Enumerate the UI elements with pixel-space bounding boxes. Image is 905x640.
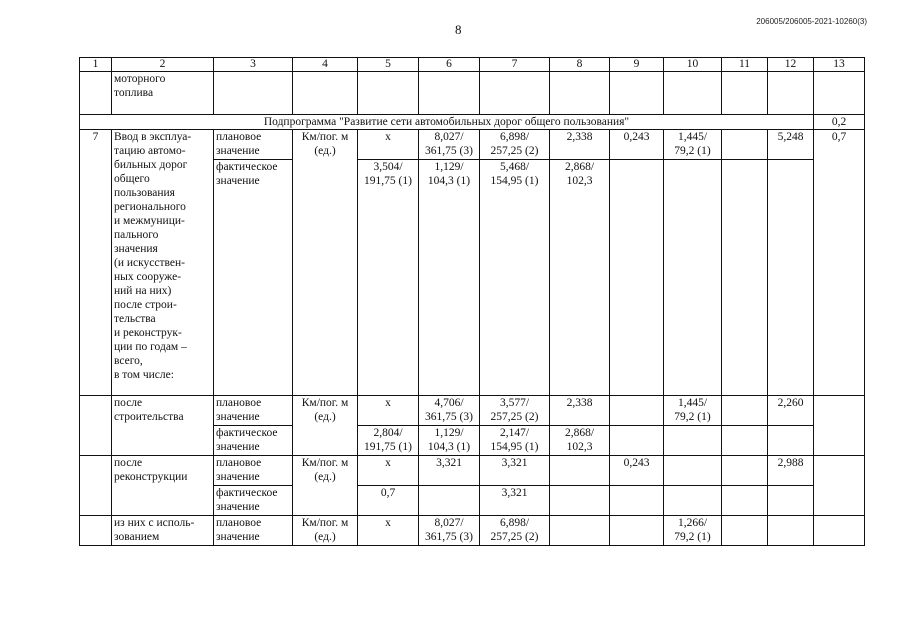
unit-cell: Км/пог. м (ед.) [293,396,358,456]
fact-label: фактическое значение [214,160,293,396]
weight-cell: 0,2 [814,115,865,130]
table-row [80,396,865,426]
value-cell [550,456,610,486]
value-cell: 5,468/ 154,95 (1) [480,160,550,396]
table-row [80,130,865,160]
value-cell [610,516,664,546]
value-cell: 0,243 [610,130,664,160]
subprogram-title: Подпрограмма "Развитие сети автомобильных дорог общего пользования" [80,115,814,130]
value-cell: 2,338 [550,396,610,426]
value-cell: 5,248 [768,130,814,160]
fact-label: фактическое значение [214,426,293,456]
value-cell: 4,706/ 361,75 (3) [419,396,480,426]
header-cell: 9 [610,58,664,72]
fact-label: фактическое значение [214,486,293,516]
value-cell: 1,129/ 104,3 (1) [419,426,480,456]
header-cell: 3 [214,58,293,72]
header-cell: 10 [664,58,722,72]
header-cell: 11 [722,58,768,72]
value-cell [722,130,768,160]
unit-cell: Км/пог. м (ед.) [293,516,358,546]
plan-label: плановое значение [214,130,293,160]
value-cell: 2,338 [550,130,610,160]
table-row [80,516,865,546]
indicator-name: моторного топлива [112,72,214,115]
document-code: 206005/206005-2021-10260(3) [756,17,867,26]
value-cell: 2,260 [768,396,814,426]
value-cell: 1,129/ 104,3 (1) [419,160,480,396]
value-cell: х [358,396,419,426]
plan-label: плановое значение [214,396,293,426]
value-cell: 2,147/ 154,95 (1) [480,426,550,456]
value-cell: 2,988 [768,456,814,486]
header-cell: 5 [358,58,419,72]
value-cell: 0,7 [358,486,419,516]
indicator-name: после реконструкции [112,456,214,516]
value-cell: 3,321 [480,486,550,516]
value-cell [610,396,664,426]
indicator-table [79,57,865,546]
plan-label: плановое значение [214,456,293,486]
table-row [80,456,865,486]
indicator-name: из них с исполь- зованием [112,516,214,546]
weight-cell: 0,7 [814,130,865,396]
value-cell: х [358,456,419,486]
plan-label: плановое значение [214,516,293,546]
value-cell [419,486,480,516]
row-number: 7 [80,130,112,396]
header-row [80,58,865,72]
header-cell: 13 [814,58,865,72]
value-cell: 2,868/ 102,3 [550,160,610,396]
value-cell: 3,577/ 257,25 (2) [480,396,550,426]
page-number: 8 [455,22,462,37]
value-cell: 2,804/ 191,75 (1) [358,426,419,456]
value-cell: 2,868/ 102,3 [550,426,610,456]
subprogram-row [80,115,865,130]
value-cell: 8,027/ 361,75 (3) [419,516,480,546]
value-cell [722,396,768,426]
value-cell [722,456,768,486]
value-cell: 3,504/ 191,75 (1) [358,160,419,396]
unit-cell: Км/пог. м (ед.) [293,130,358,396]
header-cell: 6 [419,58,480,72]
value-cell: 1,445/ 79,2 (1) [664,396,722,426]
header-cell: 12 [768,58,814,72]
value-cell: 0,243 [610,456,664,486]
value-cell: 6,898/ 257,25 (2) [480,130,550,160]
value-cell: х [358,130,419,160]
value-cell: 8,027/ 361,75 (3) [419,130,480,160]
value-cell: 3,321 [480,456,550,486]
value-cell [550,486,610,516]
value-cell: 3,321 [419,456,480,486]
value-cell: х [358,516,419,546]
header-cell: 8 [550,58,610,72]
header-cell: 1 [80,58,112,72]
header-cell: 7 [480,58,550,72]
indicator-name: Ввод в эксплуа- тацию автомо- бильных дорог общего пользования регионального и межмуници- пального значения (и искусствен- ных сооруже- ний на них) после строи- тельства и реконструк- ции по годам – всего, в том числе: [112,130,214,396]
value-cell [550,516,610,546]
header-cell: 4 [293,58,358,72]
value-cell [664,456,722,486]
unit-cell: Км/пог. м (ед.) [293,456,358,516]
value-cell: 1,445/ 79,2 (1) [664,130,722,160]
value-cell: 6,898/ 257,25 (2) [480,516,550,546]
indicator-name: после строительства [112,396,214,456]
value-cell [722,516,768,546]
value-cell [768,516,814,546]
header-cell: 2 [112,58,214,72]
table-row [80,72,865,115]
value-cell: 1,266/ 79,2 (1) [664,516,722,546]
